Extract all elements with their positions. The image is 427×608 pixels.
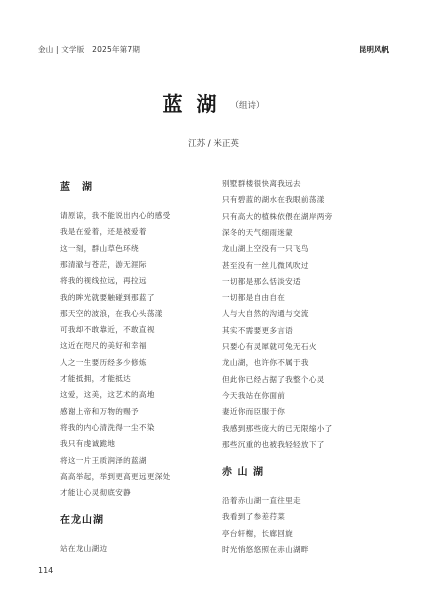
page-number: 114 xyxy=(38,566,54,575)
poem-line: 时光悄悠悠照在赤山湖畔 xyxy=(222,545,309,554)
poem-line: 感谢上帝和万物的赐予 xyxy=(60,406,139,416)
poem-line: 我是在爱着，还是被爱着 xyxy=(60,227,147,237)
author-line: 江苏 / 米正英 xyxy=(188,139,239,149)
poem-line: 高高举起，举到更高更远更深处 xyxy=(60,471,171,481)
poem-line: 这爱，这美，这艺术的高地 xyxy=(60,390,155,400)
poem-line: 妻近你而臣服于你 xyxy=(222,407,286,417)
section-heading: 蓝 湖 xyxy=(60,182,93,193)
poem-line: 但此你已经占据了我整个心灵 xyxy=(222,374,325,384)
poem-line: 今天我站在你面前 xyxy=(222,390,286,400)
poem-line: 深冬的天气细雨迷蒙 xyxy=(222,227,294,237)
poem-line: 才能让心灵彻底安静 xyxy=(60,488,132,498)
poem-line: 别墅群楼很快离我远去 xyxy=(222,179,301,188)
poem-line: 我感到那些庞大的已无限缩小了 xyxy=(222,423,333,433)
poem-line: 这一刻，群山草色环绕 xyxy=(60,243,139,253)
poem-line: 这近在咫尺的美好和幸福 xyxy=(60,341,147,351)
poem-line: 站在龙山湖边 xyxy=(60,544,108,554)
poem-title-note: （组诗） xyxy=(230,101,265,111)
poem-line: 请原谅，我不能说出内心的感受 xyxy=(60,211,171,220)
magazine-issue-header: 金山 | 文学版 2025年第7期 xyxy=(38,45,141,54)
poem-title: 蓝湖 xyxy=(162,92,231,116)
poem-line: 只有碧蓝的湖水在我眼前荡漾 xyxy=(222,195,325,205)
poem-line: 龙山湖上空没有一只飞鸟 xyxy=(222,244,309,254)
poem-line: 其实不需要更多言语 xyxy=(222,325,294,335)
poem-line: 我只有虔诚跪地 xyxy=(60,439,116,449)
poem-line: 沿着赤山湖一直往里走 xyxy=(222,496,301,506)
poem-line: 一切都是那么恬淡安适 xyxy=(222,276,301,286)
poem-line: 我的眸光就要触碰到那蓝了 xyxy=(60,292,155,302)
poem-title-block xyxy=(0,88,427,117)
poem-line: 只要心有灵犀就可兔无石火 xyxy=(222,342,317,351)
column-name-header: 昆明风帆 xyxy=(359,45,389,54)
section-heading: 在龙山湖 xyxy=(60,515,104,527)
poem-line: 将我的内心清洗得一尘不染 xyxy=(60,422,155,432)
poem-line: 将我的视线拉远，再拉远 xyxy=(60,276,147,286)
poem-line: 只有高大的植株依偎在湖岸两旁 xyxy=(222,211,333,221)
poem-line: 龙山湖，也许你不属于我 xyxy=(222,358,309,368)
poem-line: 那天空的波浪，在我心头荡漾 xyxy=(60,308,163,318)
poem-line: 人之一生要历经多少修炼 xyxy=(60,357,147,367)
poem-line: 可我却不敢靠近，不敢直视 xyxy=(60,325,155,335)
poem-line: 亭台轩榭，长廊回旋 xyxy=(222,528,294,538)
poem-line: 一切都是自由自在 xyxy=(222,293,286,303)
poem-line: 我看到了参差荇菜 xyxy=(222,512,286,522)
section-heading: 赤 山 湖 xyxy=(222,467,264,479)
poem-line: 将这一片王质润泽的蓝湖 xyxy=(60,455,147,465)
poem-line: 甚至没有一丝儿微风吹过 xyxy=(222,260,309,270)
poem-line: 人与大自然的沟通与交流 xyxy=(222,309,309,319)
poem-line: 才能抵拥，才能抵达 xyxy=(60,374,132,383)
poem-line: 那清澈与苍茫，游无涯际 xyxy=(60,259,147,269)
poem-line: 那些沉重的也被我轻轻放下了 xyxy=(222,439,325,449)
